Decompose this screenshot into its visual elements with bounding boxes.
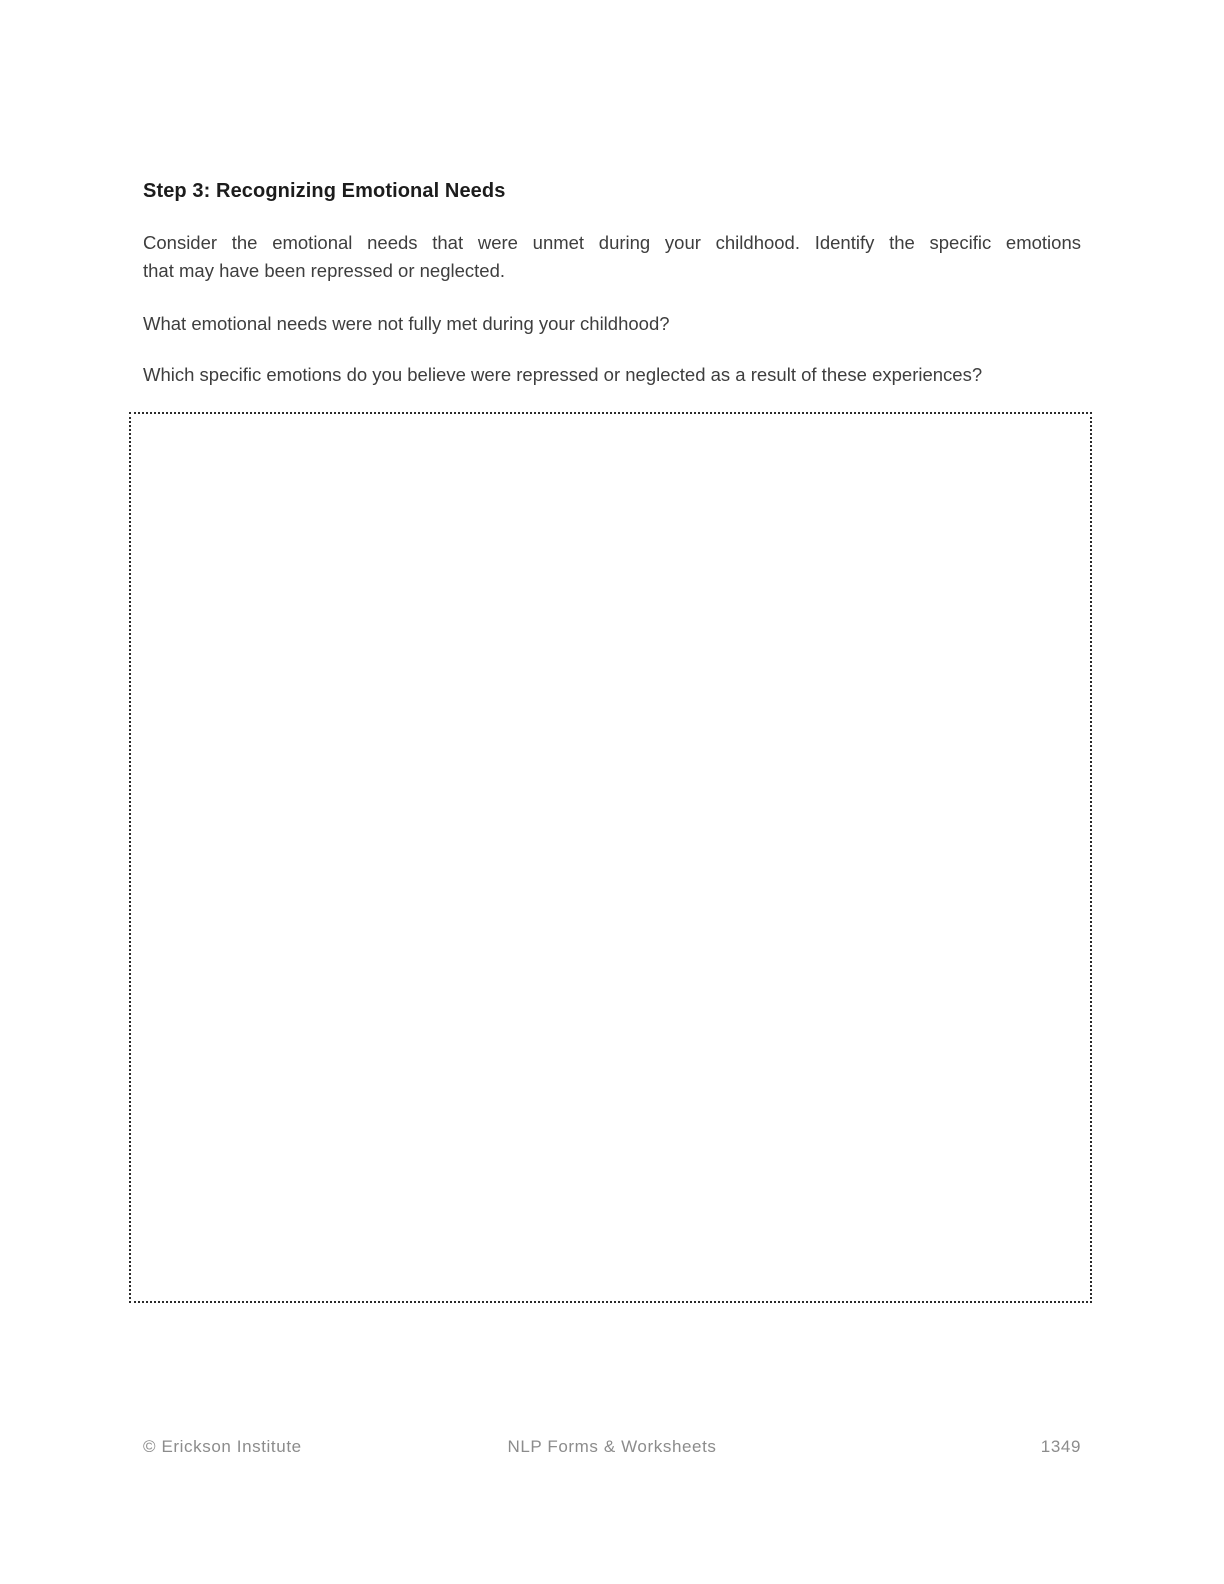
intro-line-2: that may have been repressed or neglected. [143, 260, 506, 281]
footer-title: NLP Forms & Worksheets [507, 1437, 717, 1456]
step-heading: Step 3: Recognizing Emotional Needs [143, 180, 506, 202]
intro-paragraph [143, 229, 1081, 285]
footer-copyright: © Erickson Institute [143, 1437, 302, 1456]
footer-page-number: 1349 [1040, 1437, 1081, 1456]
question-1: What emotional needs were not fully met during your childhood? [143, 313, 670, 334]
response-box[interactable] [129, 412, 1092, 1303]
intro-line-1: Consider the emotional needs that were unmet during your childhood. Identify the specific emotions [143, 232, 1081, 253]
page-footer [143, 1437, 1081, 1461]
question-2: Which specific emotions do you believe were repressed or neglected as a result of these experiences? [143, 364, 983, 385]
